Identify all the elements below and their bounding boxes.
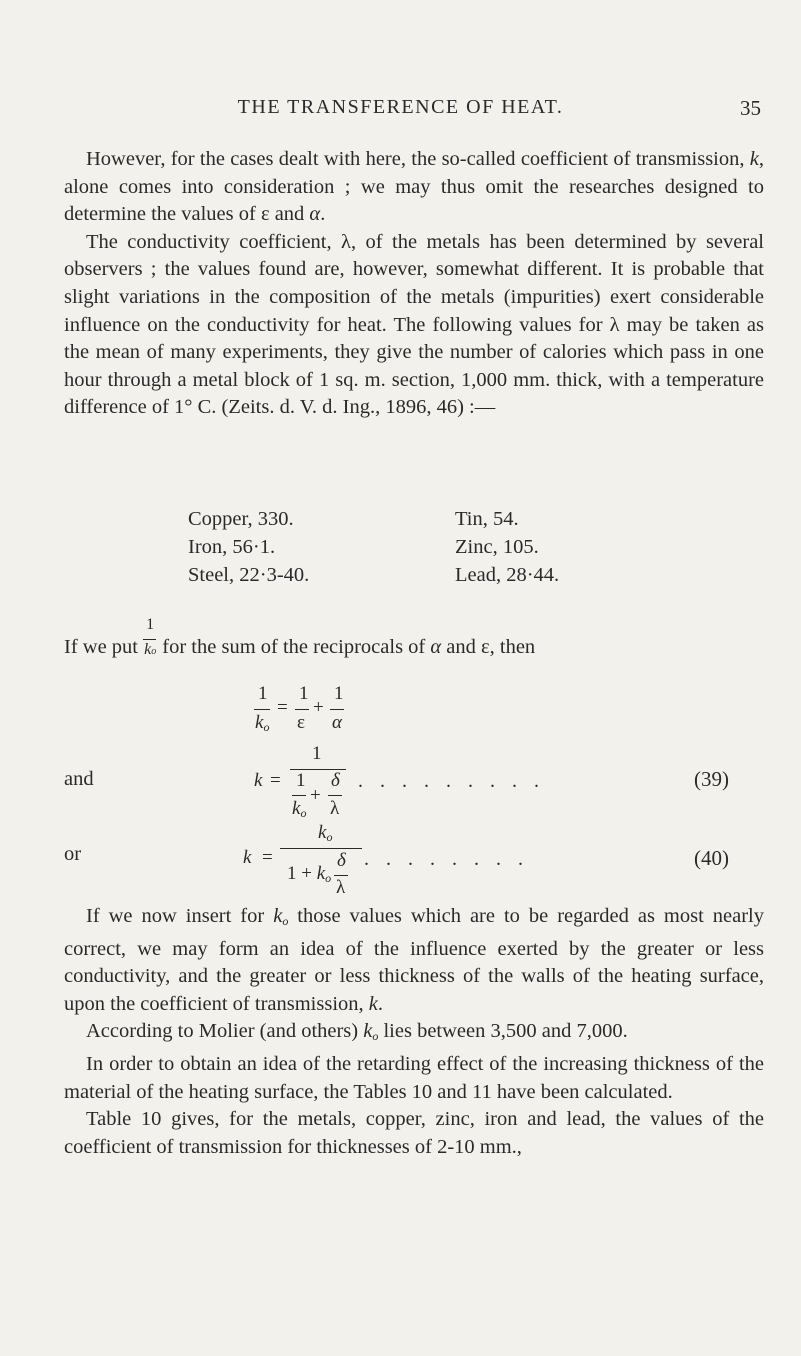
paragraph-3: If we now insert for $k_o$ those values which are to be regarded as most nearly correct, we may form an idea of the influence exerted by the greater or less conductivity, and the greater or less thickness of the walls of the heating surface, upon the coefficient of transmission, k. [64,905,764,1015]
table-row: Copper, 330. Tin, 54. [188,508,519,530]
label-and: and [64,768,94,790]
document-page: THE TRANSFERENCE OF HEAT. 35 However, for the cases dealt with here, the so-called coefficient of transmission, k, alone comes into consideration ; we may thus omit the researches designed to determine the values of ε and α. The conductivity coefficient, λ, of the metals has been determined by several observers ; the values found are, however, somewhat different. It is probable that slight variations in the composition of the metals (impurities) exert considerable influence on the conductivity for heat. The following values for λ may be taken as the mean of many experiments, they give the number of calories which pass in one hour through a metal block of 1 sq. m. section, 1,000 mm. thick, with a temperature difference of 1° C. (Zeits. d. V. d. Ing., 1896, 46) :— Copper, 330. Tin, 54. Iron, 56·1. Zinc, 105. Steel, 22·3-40. Lead, 28·44. If we put $\frac{1}{ko}$ for the sum of the reciprocals of α and ε, then 1 $k_o$ = 1 ε + 1 α and k = 1 1 $k_o$ + δ λ . . . . . . . . . (39) or k = $k_o$ δ $1 + k_o$ λ . . . . . . . . (40) If we now insert for $k_o$ those values which are to be regarded as most nearly correct, we may form an idea of the influence exerted by the greater or less conductivity, and the greater or less thickness of the walls of the heating surface, upon the coefficient of transmission, k. According to Molier (and others) $k_o$ lies between 3,500 and 7,000. In order to obtain an idea of the retarding effect of the increasing thickness of the material of the heating surface, the Tables 10 and 11 have been calculated. Table 10 gives, for the metals, copper, zinc, iron and lead, the values of the coefficient of transmission for thicknesses of 2-10 mm., [0,0,801,1356]
paragraph-after-equations [64,903,764,1161]
label-or: or [64,843,82,865]
paragraph-intro [64,146,764,422]
paragraph-2: The conductivity coefficient, λ, of the metals has been determined by several observers ; the values found are, however, somewhat different. It is probable that slight variations in the composition of the metals (impurities) exert considerable influence on the conductivity for heat. The following values for λ may be taken as the mean of many experiments, they give the number of calories which pass in one hour through a metal block of 1 sq. m. section, 1,000 mm. thick, with a temperature difference of 1° C. (Zeits. d. V. d. Ing., 1896, 46) :— [64,230,764,419]
equation-number-40: (40) [694,846,729,870]
table-row: Iron, 56·1. Zinc, 105. [188,536,539,558]
reciprocal-definition: If we put $\frac{1}{ko}$ for the sum of the reciprocals of α and ε, then [64,616,536,659]
header-title: THE TRANSFERENCE OF HEAT. [237,96,564,118]
table-row: Steel, 22·3-40. Lead, 28·44. [188,564,560,586]
page-number: 35 [740,96,761,120]
paragraph-4: According to Molier (and others) $k_o$ lies between 3,500 and 7,000. [86,1020,628,1044]
running-header [0,96,801,126]
inline-fraction: $\frac{1}{ko}$ [144,616,157,659]
equation-number-39: (39) [694,767,729,791]
paragraph-6: Table 10 gives, for the metals, copper, zinc, iron and lead, the values of the coefficient of transmission for thicknesses of 2-10 mm., [64,1108,764,1158]
metals-table [188,505,559,589]
paragraph-1: However, for the cases dealt with here, the so-called coefficient of transmission, k, alone comes into consideration ; we may thus omit the researches designed to determine the values of ε and α. [64,148,764,226]
paragraph-5: In order to obtain an idea of the retarding effect of the increasing thickness of the material of the heating surface, the Tables 10 and 11 have been calculated. [64,1052,764,1103]
